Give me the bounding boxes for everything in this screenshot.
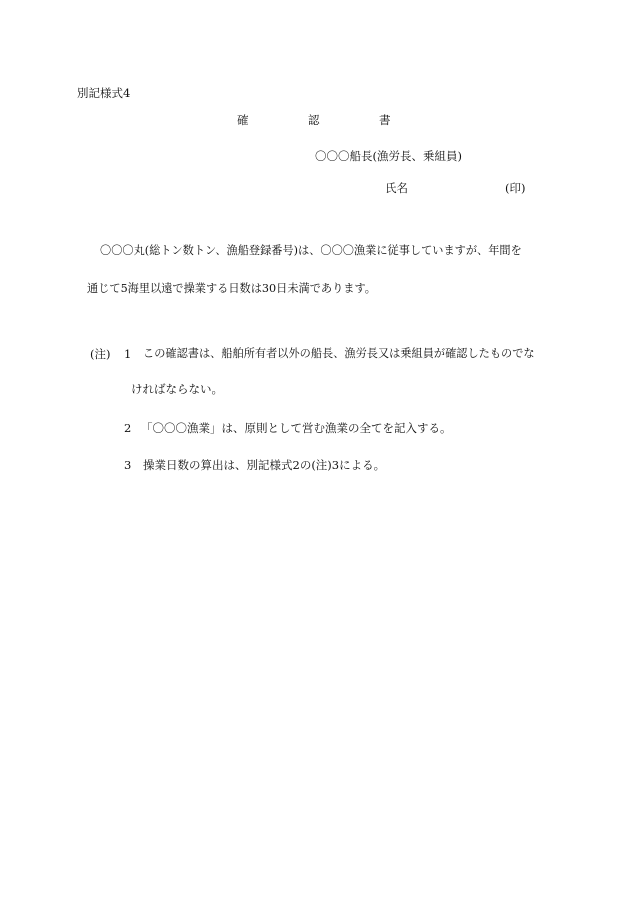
addressee-line: 〇〇〇船長(漁労長、乗組員) [315, 149, 462, 163]
note-text-line: 操業日数の算出は、別記様式2の(注)3による。 [143, 458, 386, 472]
note-number: 3 [124, 458, 132, 472]
note-number: 2 [124, 421, 132, 435]
title-char-2: 認 [308, 113, 320, 127]
note-text-line: 「〇〇〇漁業」は、原則として営む漁業の全てを記入する。 [141, 421, 452, 435]
seal-mark: (印) [505, 181, 526, 195]
notes-label: (注) [90, 347, 111, 361]
title-char-3: 書 [379, 113, 391, 127]
body-line-1: 〇〇〇丸(総トン数トン、漁船登録番号)は、〇〇〇漁業に従事していますが、年間を [100, 244, 522, 257]
body-line-2: 通じて5海里以遠で操業する日数は30日未満であります。 [87, 282, 376, 295]
note-number: 1 [124, 347, 132, 361]
note-text-line: この確認書は、船舶所有者以外の船長、漁労長又は乗組員が確認したものでな [143, 347, 535, 360]
title-char-1: 確 [237, 113, 249, 127]
note-text-line: ければならない。 [131, 382, 223, 396]
form-label: 別記様式4 [77, 86, 131, 100]
name-label: 氏名 [385, 181, 408, 195]
